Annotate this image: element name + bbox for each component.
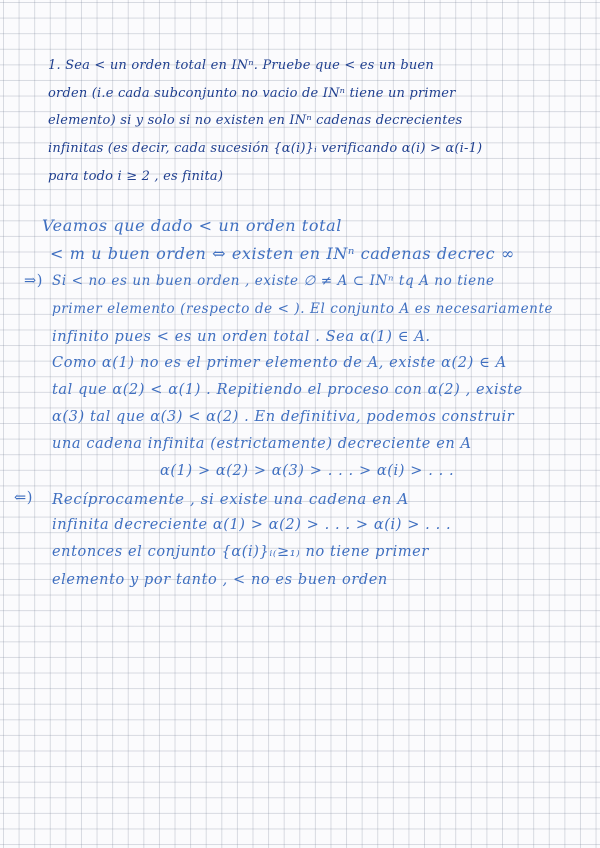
problem-line-1: 1. Sea < un orden total en INⁿ. Pruebe que < es un buen (48, 58, 434, 73)
problem-line-5: para todo i ≥ 2 , es finita) (48, 169, 224, 184)
problem-line-4: infinitas (es decir, cada sucesión {α(i)}ᵢ verificando α(i) > α(i-1) (48, 141, 483, 156)
forward-line-6: α(3) tal que α(3) < α(2) . En definitiva, podemos construir (52, 409, 515, 425)
forward-line-5: tal que α(2) < α(1) . Repitiendo el proceso con α(2) , existe (52, 382, 523, 398)
backward-line-4: elemento y por tanto , < no es buen orden (52, 572, 388, 588)
solution-intro-1: Veamos que dado < un orden total (42, 216, 342, 235)
forward-line-2: primer elemento (respecto de < ). El conjunto A es necesariamente (52, 301, 554, 317)
forward-line-1: Si < no es un buen orden , existe ∅ ≠ A ⊂ INⁿ tq A no tiene (52, 273, 495, 289)
solution-intro-2: < m u buen orden ⇔ existen en INⁿ cadenas decrec ∞ (50, 244, 515, 263)
forward-line-4: Como α(1) no es el primer elemento de A, existe α(2) ∈ A (52, 355, 507, 371)
forward-marker: ⇒) (24, 273, 44, 289)
backward-line-3: entonces el conjunto {α(i)}ᵢ₍≥₁₎ no tiene primer (52, 544, 429, 560)
forward-chain: α(1) > α(2) > α(3) > . . . > α(i) > . . . (160, 463, 455, 479)
backward-line-1: Recíprocamente , si existe una cadena en A (52, 490, 409, 508)
forward-line-3: infinito pues < es un orden total . Sea α(1) ∈ A. (52, 329, 431, 345)
problem-line-3: elemento) si y solo si no existen en INⁿ cadenas decrecientes (48, 113, 463, 128)
backward-line-2: infinita decreciente α(1) > α(2) > . . . > α(i) > . . . (52, 517, 452, 533)
problem-line-2: orden (i.e cada subconjunto no vacio de INⁿ tiene un primer (48, 86, 456, 101)
backward-marker: ⇐) (14, 490, 34, 506)
forward-line-7: una cadena infinita (estrictamente) decreciente en A (52, 436, 472, 452)
